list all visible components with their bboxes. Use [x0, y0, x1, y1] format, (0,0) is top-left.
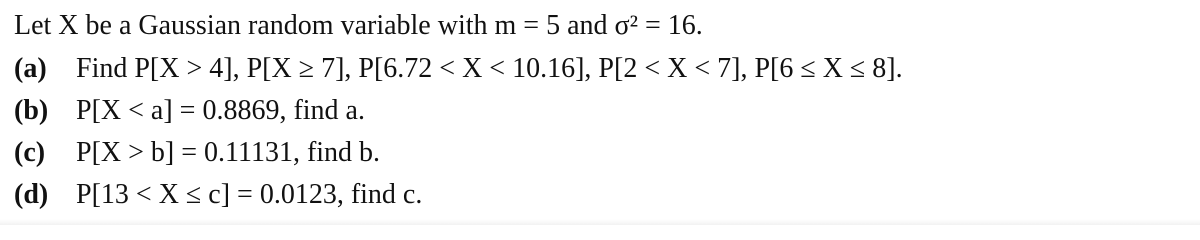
part-b-label: (b) [14, 95, 49, 126]
part-c-label: (c) [14, 137, 46, 168]
part-a-text: Find P[X > 4], P[X ≥ 7], P[6.72 < X < 10.16], P[2 < X < 7], P[6 ≤ X ≤ 8]. [76, 53, 903, 84]
problem-intro: Let X be a Gaussian random variable with m = 5 and σ² = 16. [14, 10, 703, 41]
part-a-label: (a) [14, 53, 47, 84]
part-c-text: P[X > b] = 0.11131, find b. [76, 137, 381, 168]
part-b-text: P[X < a] = 0.8869, find a. [76, 95, 365, 126]
cropped-next-line [0, 219, 1200, 225]
part-d-text: P[13 < X ≤ c] = 0.0123, find c. [76, 179, 423, 210]
part-a [14, 55, 903, 83]
part-c [14, 139, 380, 167]
part-d-label: (d) [14, 179, 49, 210]
part-b [14, 97, 365, 125]
part-d [14, 181, 422, 209]
